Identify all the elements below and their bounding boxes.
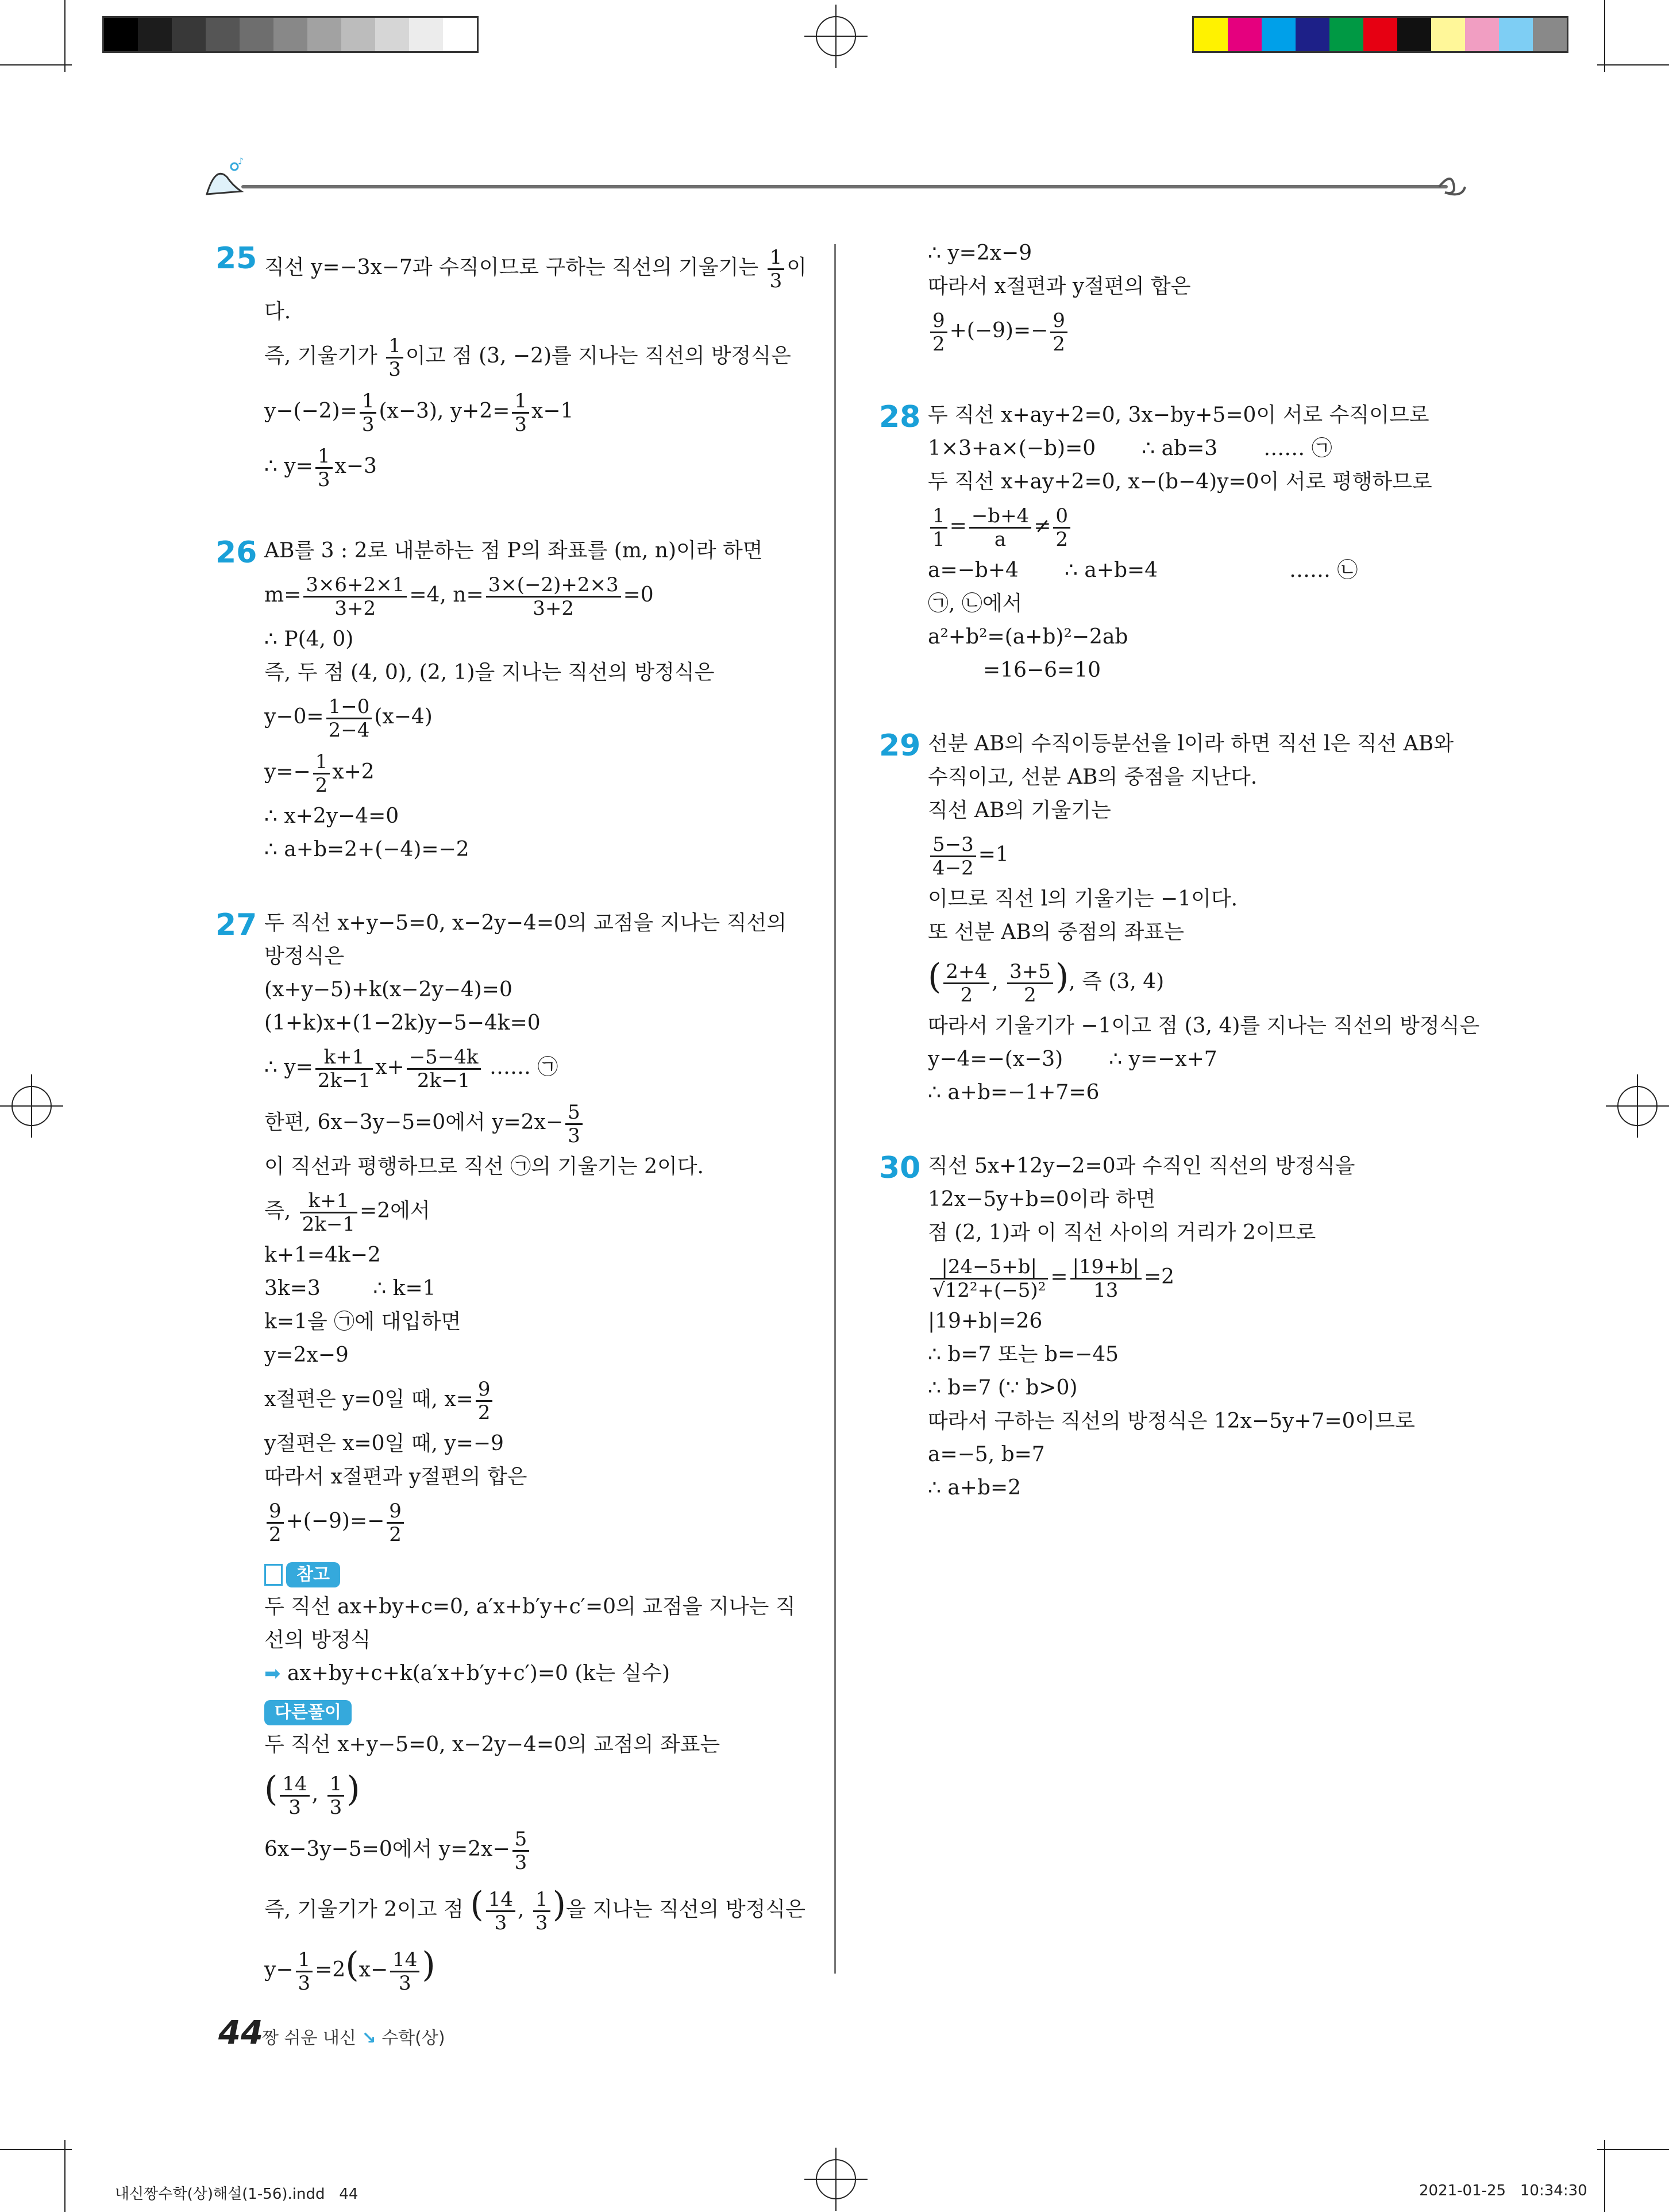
crop-mark — [1597, 64, 1669, 65]
color-swatch — [375, 18, 409, 51]
text-line: 직선 y=−3x−7과 수직이므로 구하는 직선의 기울기는 $\frac{1}{3}$ 이 — [264, 245, 807, 292]
text-line: AB를 3 : 2로 내분하는 점 P의 좌표를 (m, n)이라 하면 — [264, 539, 763, 562]
text-line: 따라서 x절편과 y절편의 합은 — [928, 275, 1191, 298]
problem-29 — [879, 727, 1480, 1109]
fraction: $\frac{2+4}{2}$ — [943, 961, 989, 1006]
color-swatch — [1533, 18, 1567, 51]
text-line: ∴ b=7 또는 b=−45 — [928, 1343, 1119, 1366]
fraction: $\frac{5-3}{4-2}$ — [930, 834, 976, 879]
text-line: y−0= $\frac{1-0}{2-4}$ (x−4) — [264, 695, 433, 742]
text-line: a=−5, b=7 — [928, 1443, 1045, 1466]
text-line: k+1=4k−2 — [264, 1243, 381, 1267]
crop-mark — [64, 2140, 65, 2212]
color-swatch — [172, 18, 206, 51]
crop-mark — [0, 2149, 72, 2150]
color-swatch — [1431, 18, 1465, 51]
fraction: $\frac{1}{3}$ — [315, 445, 333, 491]
text-line: ∴ P(4, 0) — [264, 627, 354, 651]
fraction: $\frac{|24-5+b|}{\text{√12²+(−5)²}}$ — [930, 1256, 1048, 1301]
text-line: 두 직선 x+y−5=0, x−2y−4=0의 교점의 좌표는 — [264, 1733, 720, 1756]
problem-number: 29 — [879, 729, 921, 763]
alt-solution-tag: 다른풀이 — [264, 1700, 352, 1725]
print-timestamp: 2021-01-25 10:34:30 — [1419, 2182, 1587, 2199]
fraction: $\frac{-b+4}{a}$ — [969, 505, 1031, 550]
fraction: $\frac{1}{3}$ — [386, 335, 403, 380]
fraction: $\frac{14}{3}$ — [390, 1949, 419, 1994]
text-line: a=−b+4 ∴ a+b=4 …… ㉡ — [928, 558, 1358, 582]
color-swatch — [443, 18, 477, 51]
text-line: 선분 AB의 수직이등분선을 l이라 하면 직선 l은 직선 AB와 — [928, 732, 1454, 756]
text-line: $\frac{9}{2}$ +(−9)=− $\frac{9}{2}$ — [264, 1494, 804, 1549]
fraction: $\frac{1}{1}$ — [930, 505, 947, 550]
text-line: 12x−5y+b=0이라 하면 — [928, 1188, 1156, 1211]
color-swatch — [409, 18, 443, 51]
color-swatch — [1194, 18, 1228, 51]
svg-text:♪: ♪ — [238, 156, 244, 167]
color-swatch — [104, 18, 138, 51]
fraction: $\frac{1}{3}$ — [327, 1773, 345, 1818]
text-line: ㉠, ㉡에서 — [928, 592, 1023, 615]
fraction: $\frac{1}{3}$ — [533, 1889, 550, 1934]
fraction: $\frac{-5-4k}{2k-1}$ — [407, 1046, 481, 1092]
registration-mark-icon — [804, 2148, 868, 2211]
color-swatch — [1262, 18, 1296, 51]
note-tag: 참고 — [286, 1562, 340, 1587]
fraction: $\frac{3\times(-2)+2\times 3}{3+2}$ — [486, 574, 621, 619]
arrow-right-icon: ➡ — [264, 1662, 281, 1685]
fraction: $\frac{5}{3}$ — [512, 1828, 530, 1874]
color-swatch — [1499, 18, 1533, 51]
text-line: ∴ y=2x−9 — [928, 241, 1032, 265]
crop-mark — [0, 64, 72, 65]
problem-number: 28 — [879, 400, 921, 434]
text-line: (1+k)x+(1−2k)y−5−4k=0 — [264, 1011, 541, 1035]
problem-number: 30 — [879, 1151, 921, 1185]
text-line: 즉, 기울기가 $\frac{1}{3}$ 이고 점 (3, −2)를 지나는 직선의 방정식은 — [264, 334, 791, 381]
fraction: $\frac{3\times 6+2\times 1}{3+2}$ — [303, 574, 407, 619]
text-line: ∴ y= $\frac{k+1}{2k-1}$ x+ $\frac{-5-4k}{2k-1}$ …… ㉠ — [264, 1045, 558, 1092]
text-line: 1×3+a×(−b)=0 ∴ ab=3 …… ㉠ — [928, 437, 1332, 460]
text-line: y=2x−9 — [264, 1343, 349, 1367]
fraction: $\frac{9}{2}$ — [476, 1378, 493, 1424]
text-line: 직선 5x+12y−2=0과 수직인 직선의 방정식을 — [928, 1154, 1355, 1178]
registration-mark-icon — [804, 5, 868, 68]
text-line: ∴ x+2y−4=0 — [264, 804, 399, 828]
text-line: $\frac{5-3}{4-2}$ =1 — [928, 827, 1468, 883]
color-swatch — [1363, 18, 1397, 51]
color-swatch — [1228, 18, 1262, 51]
registration-mark-icon — [0, 1074, 63, 1138]
text-line: 따라서 기울기가 −1이고 점 (3, 4)를 지나는 직선의 방정식은 — [928, 1014, 1480, 1038]
text-line: $\frac{|24-5+b|}{\text{√12²+(−5)²}}$ = $\frac{|19+b|}{13}$ =2 — [928, 1250, 1468, 1305]
color-swatch — [273, 18, 307, 51]
problem-number: 25 — [215, 241, 257, 276]
text-line: ∴ a+b=2 — [928, 1476, 1022, 1500]
text-line: 즉, 두 점 (4, 0), (2, 1)을 지나는 직선의 방정식은 — [264, 661, 715, 684]
problem-number: 27 — [215, 908, 257, 942]
fraction: $\frac{k+1}{2k-1}$ — [315, 1046, 373, 1092]
text-line: 점 (2, 1)과 이 직선 사이의 거리가 2이므로 — [928, 1221, 1316, 1244]
fraction: $\frac{|19+b|}{13}$ — [1070, 1256, 1142, 1301]
fraction: $\frac{9}{2}$ — [387, 1500, 404, 1546]
color-swatch — [1296, 18, 1329, 51]
color-swatch — [341, 18, 375, 51]
fraction: $\frac{3+5}{2}$ — [1007, 961, 1053, 1006]
left-column — [215, 240, 807, 1998]
text-line: (x+y−5)+k(x−2y−4)=0 — [264, 978, 512, 1001]
fraction: $\frac{9}{2}$ — [267, 1500, 284, 1546]
text-line: 이므로 직선 l의 기울기는 −1이다. — [928, 887, 1238, 911]
note-heading — [264, 1557, 804, 1590]
note-icon — [264, 1564, 283, 1586]
text-line: 두 직선 x+ay+2=0, 3x−by+5=0이 서로 수직이므로 — [928, 403, 1429, 427]
fraction: $\frac{1-0}{2-4}$ — [326, 696, 372, 741]
problem-28 — [879, 399, 1468, 687]
text-line: 직선 AB의 기울기는 — [928, 799, 1111, 822]
page-number: 44 — [218, 2014, 263, 2052]
text-line: 선의 방정식 — [264, 1628, 371, 1652]
text-line: y절편은 x=0일 때, y=−9 — [264, 1432, 504, 1455]
alt-heading — [264, 1695, 804, 1728]
text-line: 방정식은 — [264, 945, 345, 968]
text-line: ∴ a+b=2+(−4)=−2 — [264, 838, 469, 861]
arrow-mark-icon: ↘ — [361, 2028, 376, 2048]
fraction: $\frac{k+1}{2k-1}$ — [300, 1190, 357, 1235]
text-line: 두 직선 ax+by+c=0, a′x+b′y+c′=0의 교점을 지나는 직 — [264, 1595, 796, 1618]
bell-doodle-icon — [201, 154, 247, 200]
right-column — [879, 237, 1480, 1505]
crop-mark — [1604, 0, 1605, 72]
fraction: $\frac{1}{3}$ — [296, 1949, 313, 1994]
file-slug: 내신짱수학(상)해설(1-56).indd 44 — [115, 2186, 359, 2203]
crop-mark — [1597, 2149, 1669, 2150]
color-swatch — [1465, 18, 1499, 51]
book-title: 짱 쉬운 내신 ↘ 수학(상) — [262, 2028, 445, 2048]
fraction: $\frac{1}{3}$ — [768, 246, 785, 292]
color-swatch — [240, 18, 273, 51]
text-line: a²+b²=(a+b)²−2ab — [928, 625, 1128, 649]
problem-26 — [215, 534, 804, 866]
text-line: 따라서 x절편과 y절편의 합은 — [264, 1465, 527, 1489]
text-line: 따라서 구하는 직선의 방정식은 12x−5y+7=0이므로 — [928, 1409, 1415, 1433]
text-line: 두 직선 x+ay+2=0, x−(b−4)y=0이 서로 평행하므로 — [928, 470, 1432, 494]
text-line: 다. — [264, 300, 291, 323]
text-line: $\frac{1}{1}$ = $\frac{-b+4}{a}$ ≠ $\frac{0}{2}$ — [928, 499, 1468, 554]
text-line: y−(−2)= $\frac{1}{3}$ (x−3), y+2= $\frac{1}{3}$ x−1 — [264, 389, 574, 436]
problem-30 — [879, 1150, 1468, 1505]
fraction: $\frac{5}{3}$ — [565, 1101, 583, 1147]
text-line: y−4=−(x−3) ∴ y=−x+7 — [928, 1047, 1217, 1071]
problem-27 — [215, 907, 805, 1998]
problem-number: 26 — [215, 535, 257, 570]
fraction: $\frac{14}{3}$ — [486, 1889, 515, 1934]
color-swatch — [307, 18, 341, 51]
text-line: ∴ y= $\frac{1}{3}$ x−3 — [264, 444, 377, 491]
problem-27-continued — [928, 237, 1468, 359]
registration-mark-icon — [1606, 1074, 1669, 1138]
text-line: ( $\frac{2+4}{2}$ , $\frac{3+5}{2}$ ), 즉 (3, 4) — [928, 957, 1165, 1007]
text-line: ∴ b=7 (∵ b>0) — [928, 1376, 1078, 1400]
text-line: 즉, 기울기가 2이고 점 ( $\frac{14}{3}$ , $\frac{1}{3}$ )을 지나는 직선의 방정식은 — [264, 1885, 805, 1934]
fraction: $\frac{1}{3}$ — [360, 390, 377, 436]
text-line: 한편, 6x−3y−5=0에서 y=2x− $\frac{5}{3}$ — [264, 1095, 804, 1150]
fraction: $\frac{1}{2}$ — [313, 751, 330, 796]
ribbon-icon — [1433, 172, 1468, 201]
text-line: k=1을 ㉠에 대입하면 — [264, 1310, 461, 1334]
fraction: $\frac{14}{3}$ — [280, 1773, 309, 1818]
gray-swatch-strip — [102, 16, 479, 53]
text-line: 6x−3y−5=0에서 y=2x− $\frac{5}{3}$ — [264, 1822, 804, 1877]
fraction: $\frac{0}{2}$ — [1053, 505, 1070, 550]
text-line: $\frac{9}{2}$ +(−9)=− $\frac{9}{2}$ — [928, 303, 1468, 359]
text-line: =16−6=10 — [983, 658, 1101, 682]
text-line: ( $\frac{14}{3}$ , $\frac{1}{3}$ ) — [264, 1769, 360, 1819]
color-swatch — [1329, 18, 1363, 51]
color-swatch-strip — [1192, 16, 1568, 53]
color-swatch — [138, 18, 172, 51]
text-line: 수직이고, 선분 AB의 중점을 지난다. — [928, 765, 1258, 789]
text-line: ➡ ax+by+c+k(a′x+b′y+c′)=0 (k는 실수) — [264, 1662, 670, 1685]
text-line: 또 선분 AB의 중점의 좌표는 — [928, 920, 1184, 944]
text-line: m= $\frac{3\times 6+2\times 1}{3+2}$ =4, n= $\frac{3\times(-2)+2\times 3}{3+2}$ =0 — [264, 573, 654, 620]
color-swatch — [206, 18, 240, 51]
text-line: 이 직선과 평행하므로 직선 ㉠의 기울기는 2이다. — [264, 1155, 704, 1178]
fraction: $\frac{1}{3}$ — [512, 390, 529, 436]
crop-mark — [64, 0, 65, 72]
text-line: x절편은 y=0일 때, x= $\frac{9}{2}$ — [264, 1372, 804, 1427]
text-line: |19+b|=26 — [928, 1309, 1043, 1333]
text-line: 3k=3 ∴ k=1 — [264, 1277, 436, 1300]
fraction: $\frac{9}{2}$ — [1050, 310, 1067, 355]
color-swatch — [1397, 18, 1431, 51]
crop-mark — [1604, 2140, 1605, 2212]
text-line: y=− $\frac{1}{2}$ x+2 — [264, 750, 375, 797]
problem-25 — [215, 240, 807, 494]
text-line: 즉, $\frac{k+1}{2k-1}$ =2에서 — [264, 1189, 430, 1236]
text-line: ∴ a+b=−1+7=6 — [928, 1081, 1100, 1104]
text-line: 두 직선 x+y−5=0, x−2y−4=0의 교점을 지나는 직선의 — [264, 911, 787, 935]
column-divider — [834, 244, 836, 1974]
text-line: y− $\frac{1}{3}$ =2(x− $\frac{14}{3}$ ) — [264, 1945, 435, 1995]
header-rule — [241, 185, 1448, 188]
fraction: $\frac{9}{2}$ — [930, 310, 947, 355]
